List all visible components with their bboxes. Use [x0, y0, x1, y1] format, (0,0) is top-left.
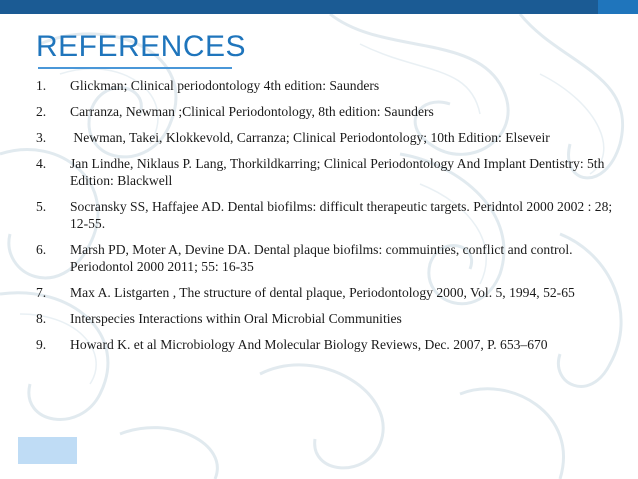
reference-number: 7.: [36, 285, 47, 300]
reference-item: [36, 129, 616, 146]
reference-number: 6.: [36, 242, 47, 257]
reference-text: Howard K. et al Microbiology And Molecular Biology Reviews, Dec. 2007, P. 653–670: [70, 337, 548, 352]
reference-item: [36, 310, 616, 327]
top-banner-bar: [0, 0, 638, 14]
reference-text: Interspecies Interactions within Oral Microbial Communities: [70, 311, 402, 326]
reference-number: 5.: [36, 199, 47, 214]
reference-number: 1.: [36, 78, 47, 93]
title-underline: [38, 67, 232, 69]
reference-item: [36, 155, 616, 189]
reference-text: Marsh PD, Moter A, Devine DA. Dental plaque biofilms: commuinties, conflict and control. Periodontol 2000 2011; 55: 16-35: [70, 242, 573, 274]
reference-text: Carranza, Newman ;Clinical Periodontology, 8th edition: Saunders: [70, 104, 434, 119]
reference-number: 2.: [36, 104, 47, 119]
reference-number: 4.: [36, 156, 47, 171]
slide-title: REFERENCES: [36, 30, 247, 63]
reference-text: Glickman; Clinical periodontology 4th edition: Saunders: [70, 78, 380, 93]
reference-list: [36, 77, 616, 362]
reference-item: [36, 284, 616, 301]
reference-item: [36, 103, 616, 120]
reference-number: 9.: [36, 337, 47, 352]
reference-number: 8.: [36, 311, 47, 326]
reference-text: Jan Lindhe, Niklaus P. Lang, Thorkildkarring; Clinical Periodontology And Implant Dentistry: 5th Edition: Blackwell: [70, 156, 605, 188]
reference-text: Newman, Takei, Klokkevold, Carranza; Clinical Periodontology; 10th Edition: Elseveir: [70, 130, 550, 145]
reference-item: [36, 336, 616, 353]
reference-item: [36, 77, 616, 94]
reference-text: Max A. Listgarten , The structure of dental plaque, Periodontology 2000, Vol. 5, 1994, 52-65: [70, 285, 575, 300]
reference-item: [36, 241, 616, 275]
decorative-corner-square: [18, 437, 77, 464]
reference-item: [36, 198, 616, 232]
reference-number: 3.: [36, 130, 47, 145]
top-banner-accent: [598, 0, 638, 14]
reference-text: Socransky SS, Haffajee AD. Dental biofilms: difficult therapeutic targets. Peridntol 2000 2002 : 28; 12-55.: [70, 199, 613, 231]
